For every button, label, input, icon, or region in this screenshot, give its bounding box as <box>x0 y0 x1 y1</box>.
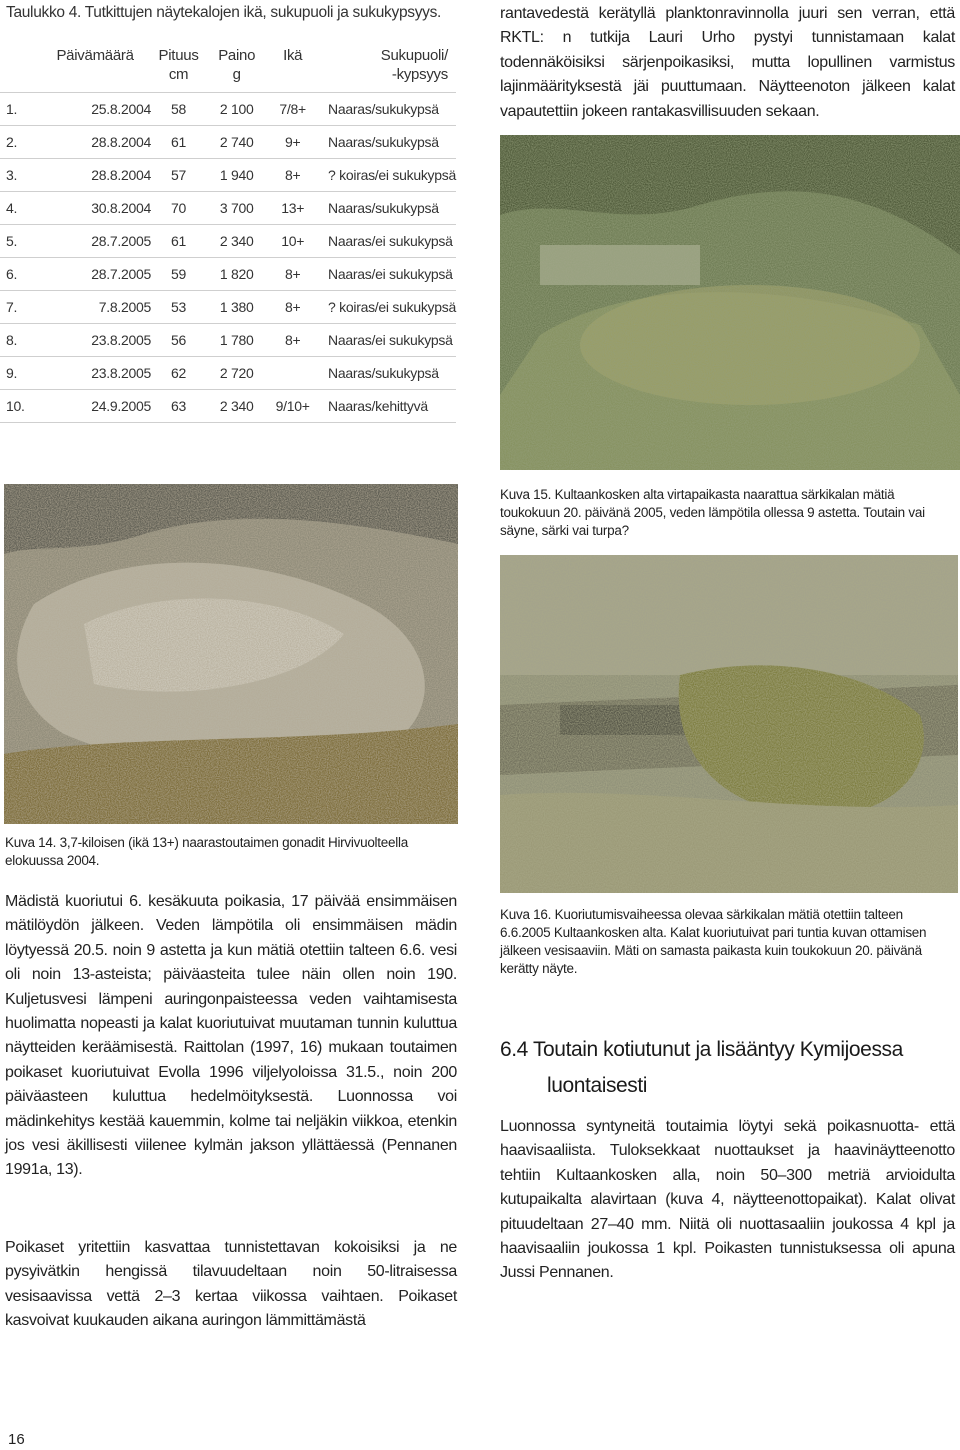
cell-weight: 1 780 <box>206 324 267 357</box>
cell-sex-maturity: Naaras/ei sukukypsä <box>318 225 456 258</box>
section-heading-6-4 <box>500 1032 955 1104</box>
header-age: Ikä <box>283 47 303 64</box>
cell-weight: 2 740 <box>206 126 267 159</box>
cell-date: 28.7.2005 <box>32 258 151 291</box>
cell-sex-maturity: Naaras/sukukypsä <box>318 93 456 126</box>
table-row <box>0 324 456 357</box>
table-row <box>0 93 456 126</box>
cell-age: 8+ <box>267 159 318 192</box>
cell-age: 8+ <box>267 291 318 324</box>
cell-age <box>267 357 318 390</box>
cell-sex-maturity: Naaras/ei sukukypsä <box>318 324 456 357</box>
table-row <box>0 225 456 258</box>
cell-weight: 1 820 <box>206 258 267 291</box>
right-column-section-body: Luonnossa syntyneitä toutaimia löytyi sekä poikasnuotta- että haavisaaliista. Tuloksekkaat nuottaukset ja haavinäytteenotto tehtiin Kultaankosken alla, noin 50–300 metriä arvioidulta kutupaikalta alavirtaan (kuva 4, näytteenottopaikat). Kalat olivat pituudeltaan 27–40 mm. Niitä oli nuottasaaliin joukossa 4 kpl ja haavisaaliin joukossa 1 kpl. Poikasten tunnistuksessa oli apuna Jussi Pennanen. <box>500 1118 955 1282</box>
cell-length: 62 <box>151 357 206 390</box>
cell-age: 9+ <box>267 126 318 159</box>
cell-weight: 2 720 <box>206 357 267 390</box>
cell-date: 25.8.2004 <box>32 93 151 126</box>
cell-weight: 3 700 <box>206 192 267 225</box>
table-row <box>0 357 456 390</box>
section-heading-line-1: 6.4 Toutain kotiutunut ja lisääntyy Kymijoessa <box>500 1038 903 1061</box>
cell-length: 57 <box>151 159 206 192</box>
left-column-paragraph-2: Poikaset yritettiin kasvattaa tunnistettavan kokoisiksi ja ne pysyivätkin hengissä tilavuudeltaan noin 50-litraisessa vesisaavissa vettä 2–3 kertaa viikossa vaihtaen. Poikaset kasvoivat kuukauden aikana auringon lämmittämästä <box>5 1239 457 1330</box>
table-row <box>0 192 456 225</box>
cell-sex-maturity: ? koiras/ei sukukypsä <box>318 159 456 192</box>
cell-number: 8. <box>0 324 32 357</box>
cell-number: 7. <box>0 291 32 324</box>
header-no <box>0 40 32 93</box>
section-heading-line-2: luontaisesti <box>547 1074 648 1097</box>
cell-length: 59 <box>151 258 206 291</box>
table-row <box>0 126 456 159</box>
cell-date: 23.8.2005 <box>32 324 151 357</box>
cell-length: 53 <box>151 291 206 324</box>
photo-kuva-16-hatching-roe <box>500 555 958 893</box>
photo-kuva-14-gonads <box>4 484 458 824</box>
cell-date: 28.8.2004 <box>32 159 151 192</box>
cell-weight: 2 340 <box>206 390 267 423</box>
cell-age: 7/8+ <box>267 93 318 126</box>
cell-sex-maturity: Naaras/ei sukukypsä <box>318 258 456 291</box>
header-sex: Sukupuoli/ -kypsyys <box>380 47 448 83</box>
cell-length: 70 <box>151 192 206 225</box>
cell-length: 61 <box>151 126 206 159</box>
cell-age: 8+ <box>267 258 318 291</box>
cell-age: 8+ <box>267 324 318 357</box>
cell-number: 9. <box>0 357 32 390</box>
cell-number: 1. <box>0 93 32 126</box>
table-row <box>0 159 456 192</box>
fish-sample-table <box>0 40 456 423</box>
cell-number: 10. <box>0 390 32 423</box>
page-number: 16 <box>8 1431 25 1448</box>
caption-kuva-14: Kuva 14. 3,7-kiloisen (ikä 13+) naarastoutaimen gonadit Hirvivuolteella elokuussa 2004. <box>5 835 408 868</box>
cell-sex-maturity: Naaras/sukukypsä <box>318 192 456 225</box>
header-weight: Paino g <box>218 47 256 83</box>
table-row <box>0 258 456 291</box>
table-caption: Taulukko 4. Tutkittujen näytekalojen ikä, sukupuoli ja sukukypsyys. <box>6 4 442 21</box>
cell-weight: 1 380 <box>206 291 267 324</box>
cell-number: 4. <box>0 192 32 225</box>
table-header-row <box>0 40 456 93</box>
cell-age: 9/10+ <box>267 390 318 423</box>
caption-kuva-15: Kuva 15. Kultaankosken alta virtapaikasta naarattua särkikalan mätiä toukokuun 20. päivänä 2005, veden lämpötila ollessa 9 astetta. Toutain vai säyne, särki vai turpa? <box>500 487 925 538</box>
cell-number: 3. <box>0 159 32 192</box>
caption-kuva-16: Kuva 16. Kuoriutumisvaiheessa olevaa särkikalan mätiä otettiin talteen 6.6.2005 Kultaankosken alta. Kalat kuoriutuivat pari tuntia kuvan ottamisen jälkeen vesisaaviin. Mäti on samasta paikasta kuin toukokuun 20. päivänä kerätty näyte. <box>500 907 927 976</box>
header-date: Päivämäärä <box>56 47 134 64</box>
photo-kuva-15-roe <box>500 135 960 470</box>
cell-weight: 2 340 <box>206 225 267 258</box>
header-length: Pituus cm <box>158 47 199 83</box>
cell-sex-maturity: Naaras/sukukypsä <box>318 126 456 159</box>
cell-length: 58 <box>151 93 206 126</box>
cell-weight: 1 940 <box>206 159 267 192</box>
cell-number: 6. <box>0 258 32 291</box>
cell-sex-maturity: Naaras/sukukypsä <box>318 357 456 390</box>
table-row <box>0 291 456 324</box>
cell-number: 5. <box>0 225 32 258</box>
cell-date: 23.8.2005 <box>32 357 151 390</box>
cell-date: 7.8.2005 <box>32 291 151 324</box>
cell-length: 63 <box>151 390 206 423</box>
left-column-paragraph-1: Mädistä kuoriutui 6. kesäkuuta poikasia, 17 päivää ensimmäisen mätilöydön jälkeen. Veden lämpötila oli ensimmäisen mädin löytyessä 20.5. noin 9 astetta ja kun mätiä otettiin talteen 6.6. vesi oli noin 13-asteista; päiväasteita tulee näin ollen noin 190. Kuljetusvesi lämpeni auringonpaisteessa veden vaihtamisesta huolimatta nopeasti ja kalat kuoriutuivat muutaman tunnin kuluttua näytteiden keräämisestä. Raittolan (1997, 16) mukaan toutaimen poikaset kuoriutuivat Evolla 1996 viljelyoloissa 31.5., noin 200 päiväasteen kuluttua hedelmöityksestä. Luonnossa voi mädinkehitys kestää kauemmin, kolme tai neljäkin viikkoa, etenkin jos vesi äkillisesti viilenee kylmän jakson yllättäessä (Pennanen 1991a, 13). <box>5 893 457 1179</box>
cell-number: 2. <box>0 126 32 159</box>
cell-date: 28.8.2004 <box>32 126 151 159</box>
cell-age: 13+ <box>267 192 318 225</box>
cell-date: 30.8.2004 <box>32 192 151 225</box>
table-row <box>0 390 456 423</box>
cell-sex-maturity: Naaras/kehittyvä <box>318 390 456 423</box>
cell-length: 56 <box>151 324 206 357</box>
cell-age: 10+ <box>267 225 318 258</box>
cell-length: 61 <box>151 225 206 258</box>
cell-date: 24.9.2005 <box>32 390 151 423</box>
right-column-intro-text: rantavedestä kerätyllä planktonravinnolla juuri sen verran, että RKTL: n tutkija Lauri Urho pystyi tunnistamaan kalat todennäköisiksi särjenpoikasiksi, mutta lopullinen varmistus lajinmäärityksestä jäi puuttumaan. Näytteenoton jälkeen kalat vapautettiin jokeen rantakasvillisuuden sekaan. <box>500 5 955 120</box>
cell-weight: 2 100 <box>206 93 267 126</box>
cell-date: 28.7.2005 <box>32 225 151 258</box>
table-body <box>0 93 456 423</box>
cell-sex-maturity: ? koiras/ei sukukypsä <box>318 291 456 324</box>
